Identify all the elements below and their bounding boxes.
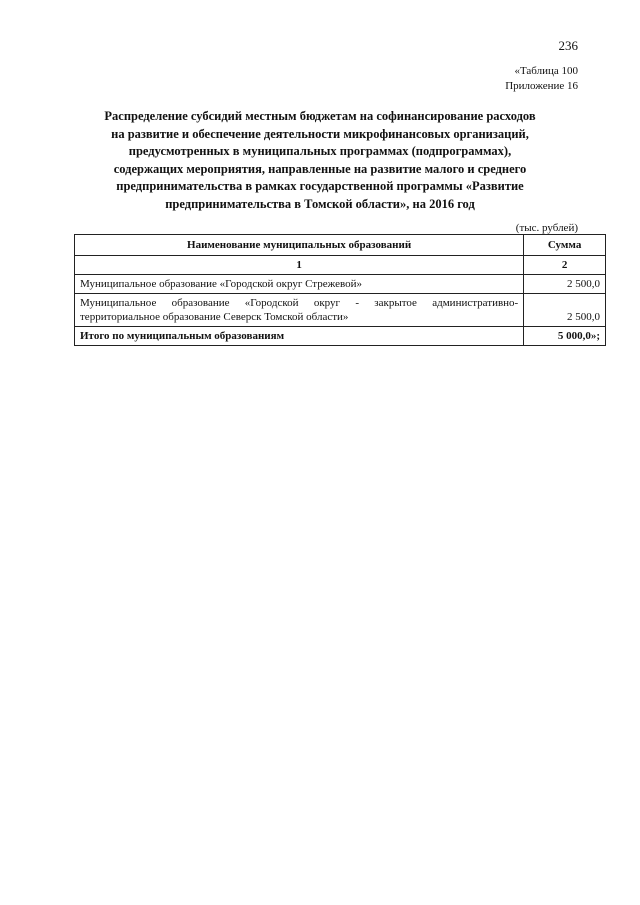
table-header-row	[75, 235, 606, 256]
page-number: 236	[558, 38, 578, 53]
table-reference	[505, 64, 578, 94]
table-row	[75, 275, 606, 294]
total-amount: 5 000,0»;	[524, 327, 606, 346]
municipality-name: Муниципальное образование «Городской округ - закрытое административно-территориальное образование Северск Томской области»	[75, 294, 524, 327]
header-name: Наименование муниципальных образований	[75, 235, 524, 256]
column-number-row	[75, 256, 606, 275]
column-number: 1	[75, 256, 524, 275]
municipality-name: Муниципальное образование «Городской округ Стрежевой»	[75, 275, 524, 294]
title-line: Распределение субсидий местным бюджетам на софинансирование расходов	[104, 109, 536, 123]
title-line: предпринимательства в рамках государственной программы «Развитие	[116, 179, 524, 193]
total-label: Итого по муниципальным образованиям	[75, 327, 524, 346]
subsidy-amount: 2 500,0	[524, 294, 606, 327]
header-sum: Сумма	[524, 235, 606, 256]
column-number: 2	[524, 256, 606, 275]
title-line: предпринимательства в Томской области», на 2016 год	[165, 196, 475, 211]
subsidy-amount: 2 500,0	[524, 275, 606, 294]
table-row	[75, 294, 606, 327]
total-row	[75, 327, 606, 346]
units-label: (тыс. рублей)	[515, 222, 578, 234]
document-title	[70, 108, 570, 213]
table-reference-line: «Таблица 100	[514, 65, 578, 77]
title-line: предусмотренных в муниципальных программах (подпрограммах),	[128, 144, 512, 158]
title-line: на развитие и обеспечение деятельности микрофинансовых организаций,	[111, 126, 529, 141]
title-line: содержащих мероприятия, направленные на развитие малого и среднего	[113, 161, 527, 176]
table-reference-line: Приложение 16	[505, 80, 578, 92]
subsidy-table	[74, 234, 606, 346]
